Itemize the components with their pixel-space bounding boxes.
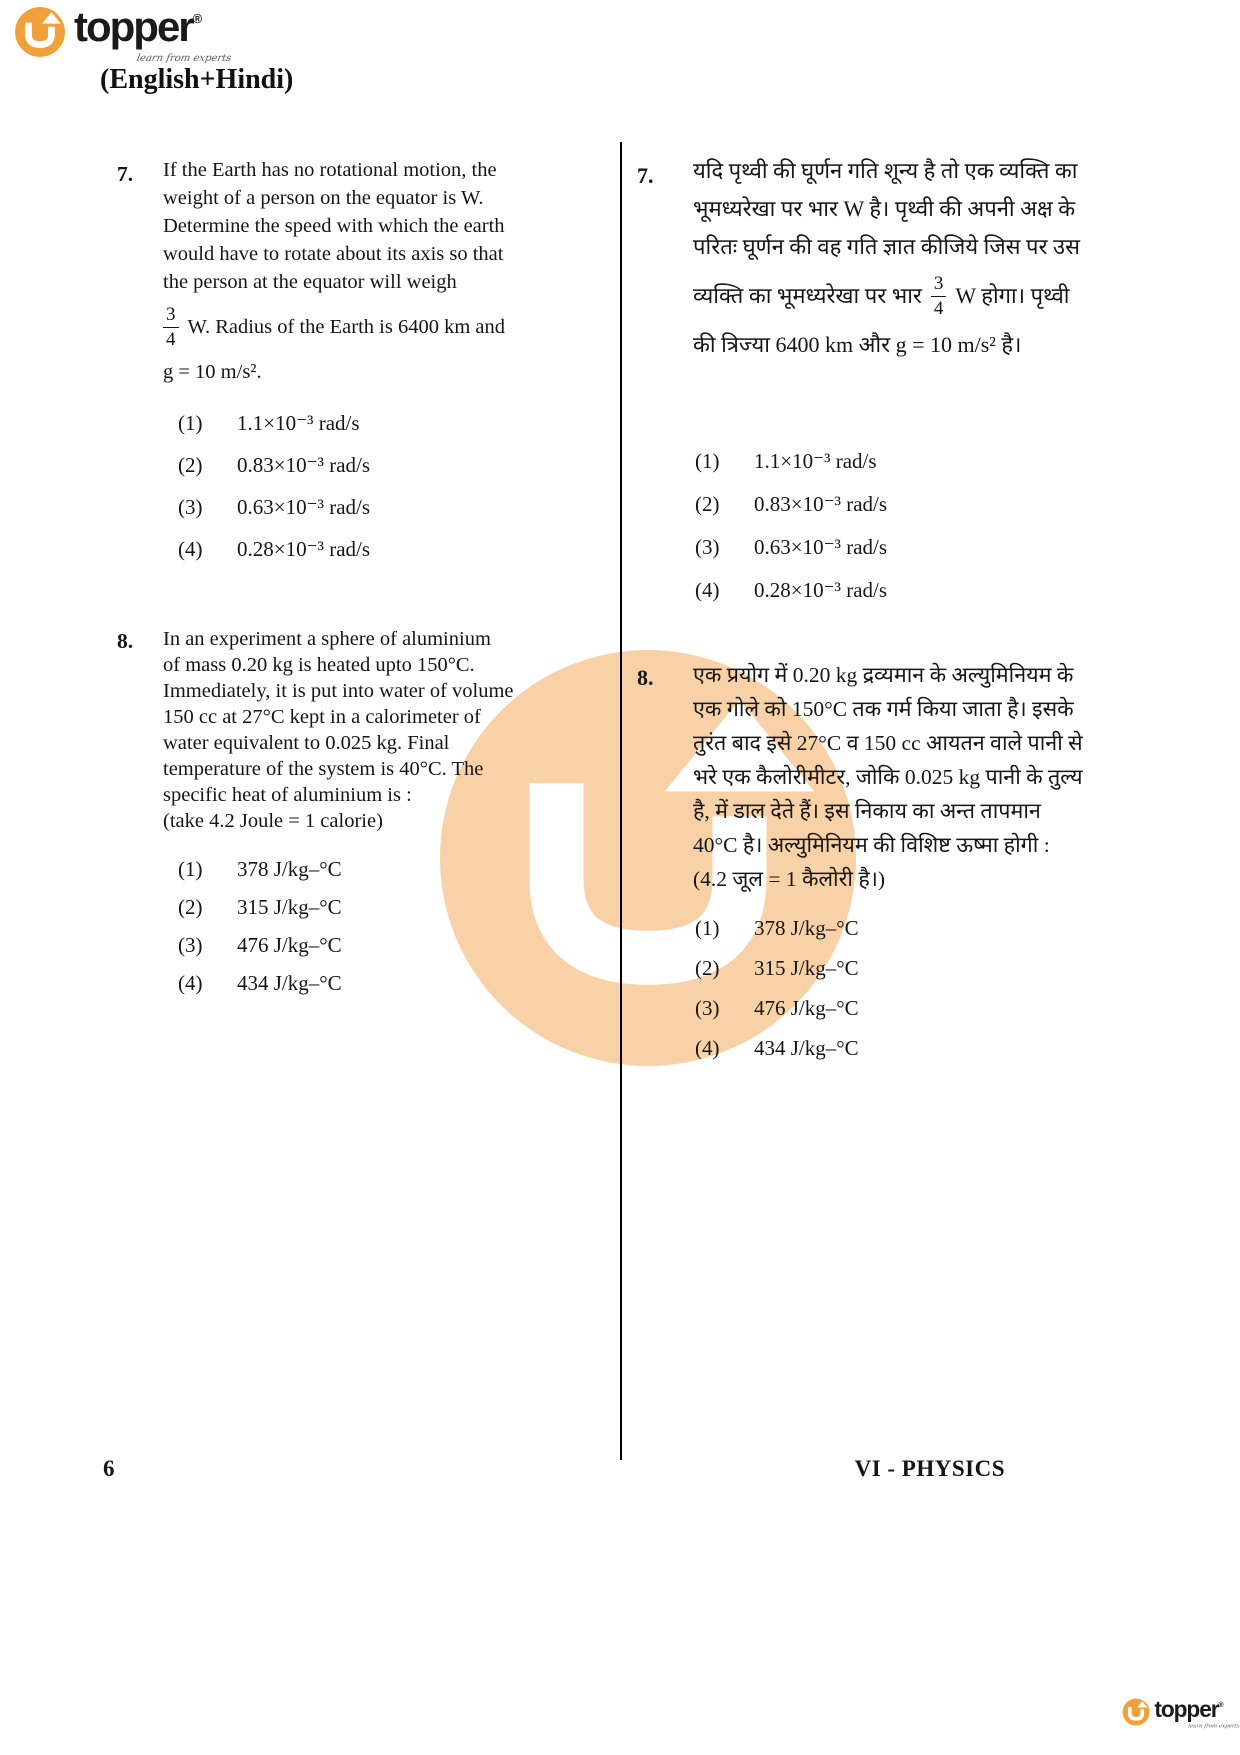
- option-row: [178, 444, 370, 486]
- q7-hi-text: [693, 152, 1080, 364]
- option-value: 0.28×10⁻³ rad/s: [754, 578, 888, 602]
- q7-hi-line: परितः घूर्णन की वह गति ज्ञात कीजिये जिस पर उस: [693, 234, 1080, 259]
- fraction-numerator: 3: [163, 304, 179, 328]
- q8-hi-line: 40°C है। अल्युमिनियम की विशिष्ट ऊष्मा होगी :: [693, 833, 1050, 857]
- q7-hi-line: भूमध्यरेखा पर भार W है। पृथ्वी की अपनी अक्ष के: [693, 196, 1076, 221]
- q7-en-options: [178, 402, 370, 570]
- option-value: 315 J/kg–°C: [237, 895, 342, 919]
- registered-mark: ®: [1218, 1700, 1224, 1709]
- q7-hi-after-fraction: W होगा। पृथ्वी: [955, 283, 1070, 308]
- q8-en-line: water equivalent to 0.025 kg. Final: [163, 732, 450, 754]
- q7-en-line: Determine the speed with which the earth: [163, 215, 505, 237]
- q7-hi-line: की त्रिज्या 6400 km और g = 10 m/s² है।: [693, 332, 1022, 357]
- fraction-denominator: 4: [166, 328, 176, 350]
- option-label: (4): [178, 537, 203, 561]
- option-row: [178, 964, 342, 1002]
- option-label: (1): [178, 857, 203, 881]
- q8-en-options: [178, 850, 342, 1002]
- option-value: 0.83×10⁻³ rad/s: [754, 492, 888, 516]
- q8-hi-options: [695, 908, 859, 1068]
- option-value: 0.63×10⁻³ rad/s: [237, 495, 371, 519]
- option-value: 0.83×10⁻³ rad/s: [237, 453, 371, 477]
- q8-hi-line: है, में डाल देते हैं। इस निकाय का अन्त तापमान: [693, 799, 1041, 823]
- q7-en-line: weight of a person on the equator is W.: [163, 187, 484, 209]
- option-label: (1): [695, 449, 720, 473]
- option-value: 378 J/kg–°C: [237, 857, 342, 881]
- registered-mark: ®: [192, 11, 203, 26]
- brand-wordmark: [1154, 1697, 1223, 1722]
- option-row: [178, 888, 342, 926]
- brand-tagline: learn from experts: [1187, 1723, 1240, 1730]
- q8-hi-text: [693, 658, 1083, 896]
- q7-en-line: the person at the equator will weigh: [163, 271, 457, 293]
- q8-en-line: (take 4.2 Joule = 1 calorie): [163, 810, 383, 832]
- fraction-three-fourths: [931, 273, 947, 320]
- option-value: 476 J/kg–°C: [237, 933, 342, 957]
- q7-hi-fraction-line: [693, 266, 1080, 326]
- q7-hi-options: [695, 440, 887, 612]
- option-row: [695, 908, 859, 948]
- option-row: [695, 440, 887, 483]
- option-value: 434 J/kg–°C: [237, 971, 342, 995]
- q7-en-line: would have to rotate about its axis so that: [163, 243, 504, 265]
- option-value: 1.1×10⁻³ rad/s: [754, 449, 877, 473]
- option-value: 315 J/kg–°C: [754, 956, 859, 980]
- option-row: [695, 948, 859, 988]
- option-row: [695, 526, 887, 569]
- language-header: (English+Hindi): [100, 64, 294, 95]
- option-value: 434 J/kg–°C: [754, 1036, 859, 1060]
- option-label: (2): [695, 492, 720, 516]
- option-row: [695, 988, 859, 1028]
- option-label: (3): [178, 933, 203, 957]
- q8-en-line: of mass 0.20 kg is heated upto 150°C.: [163, 654, 475, 676]
- option-value: 378 J/kg–°C: [754, 916, 859, 940]
- q7-en-text: [163, 156, 505, 386]
- footer-section-label: VI - PHYSICS: [854, 1456, 1005, 1481]
- option-label: (2): [695, 956, 720, 980]
- utopper-logo: [14, 3, 233, 64]
- utopper-logo-small: [1122, 1696, 1240, 1730]
- option-label: (2): [178, 895, 203, 919]
- option-label: (3): [695, 535, 720, 559]
- q8-hi-line: (4.2 जूल = 1 कैलोरी है।): [693, 867, 886, 891]
- brand-name: topper: [74, 3, 193, 50]
- q7-en-after-fraction: W. Radius of the Earth is 6400 km and: [187, 316, 506, 338]
- fraction-three-fourths: [163, 304, 179, 351]
- option-row: [178, 926, 342, 964]
- q7-en-number: 7.: [117, 162, 134, 186]
- q7-en-line: If the Earth has no rotational motion, the: [163, 159, 497, 181]
- option-row: [178, 850, 342, 888]
- u-arrow-icon: [1122, 1698, 1150, 1726]
- option-row: [178, 486, 370, 528]
- q8-en-text: [163, 626, 514, 834]
- option-value: 1.1×10⁻³ rad/s: [237, 411, 360, 435]
- option-row: [695, 483, 887, 526]
- option-label: (2): [178, 453, 203, 477]
- q7-hi-number: 7.: [637, 163, 654, 188]
- q8-hi-line: एक प्रयोग में 0.20 kg द्रव्यमान के अल्युमिनियम के: [693, 663, 1074, 687]
- page-number: 6: [103, 1456, 115, 1481]
- q8-en-line: Immediately, it is put into water of volume: [163, 680, 514, 702]
- q8-en-line: 150 cc at 27°C kept in a calorimeter of: [163, 706, 481, 728]
- brand-tagline: learn from experts: [135, 53, 233, 64]
- q7-hi-line: यदि पृथ्वी की घूर्णन गति शून्य है तो एक व्यक्ति का: [693, 158, 1078, 183]
- q8-en-line: temperature of the system is 40°C. The: [163, 758, 484, 780]
- q7-en-line: g = 10 m/s².: [163, 361, 262, 383]
- option-label: (4): [695, 1036, 720, 1060]
- q7-hi-before-fraction: व्यक्ति का भूमध्यरेखा पर भार: [693, 283, 922, 308]
- q8-hi-line: एक गोले को 150°C तक गर्म किया जाता है। इसके: [693, 697, 1074, 721]
- option-label: (4): [178, 971, 203, 995]
- q7-en-fraction-line: [163, 296, 505, 358]
- fraction-numerator: 3: [931, 273, 947, 297]
- q8-en-number: 8.: [117, 629, 134, 653]
- q8-en-line: specific heat of aluminium is :: [163, 784, 412, 806]
- option-row: [178, 528, 370, 570]
- option-row: [695, 569, 887, 612]
- option-label: (3): [178, 495, 203, 519]
- brand-name: topper: [1154, 1696, 1219, 1722]
- q8-hi-number: 8.: [637, 665, 654, 690]
- option-row: [695, 1028, 859, 1068]
- q8-en-line: In an experiment a sphere of aluminium: [163, 628, 491, 650]
- option-value: 0.63×10⁻³ rad/s: [754, 535, 888, 559]
- q8-hi-line: तुरंत बाद इसे 27°C व 150 cc आयतन वाले पानी से: [693, 731, 1083, 755]
- column-divider: [620, 142, 622, 1460]
- option-label: (1): [695, 916, 720, 940]
- fraction-denominator: 4: [933, 297, 944, 319]
- option-label: (4): [695, 578, 720, 602]
- option-value: 0.28×10⁻³ rad/s: [237, 537, 371, 561]
- u-arrow-icon: [14, 6, 66, 58]
- option-label: (3): [695, 996, 720, 1020]
- option-value: 476 J/kg–°C: [754, 996, 859, 1020]
- brand-wordmark: [74, 4, 202, 50]
- option-row: [178, 402, 370, 444]
- q8-hi-line: भरे एक कैलोरीमीटर, जोकि 0.025 kg पानी के तुल्य: [693, 765, 1083, 789]
- option-label: (1): [178, 411, 203, 435]
